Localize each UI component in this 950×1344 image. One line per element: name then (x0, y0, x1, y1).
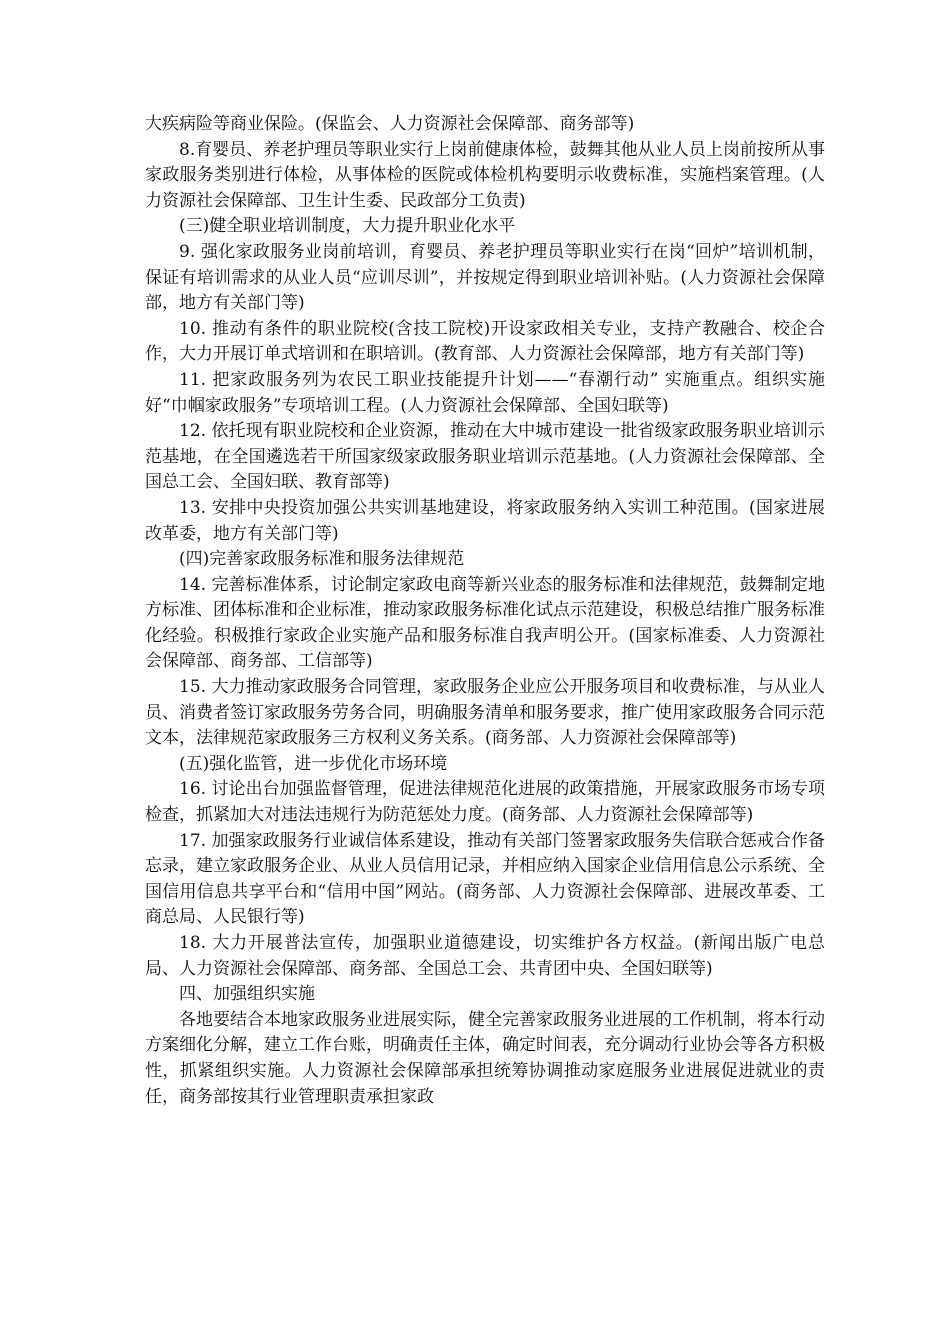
paragraph-item-10: 10. 推动有条件的职业院校(含技工院校)开设家政相关专业，支持产教融合、校企合作，大力开展订单式培训和在职培训。(教育部、人力资源社会保障部，地方有关部门等) (145, 318, 825, 365)
paragraph-implementation: 各地要结合本地家政服务业进展实际，健全完善家政服务业进展的工作机制，将本行动方案细化分解，建立工作台账，明确责任主体，确定时间表，充分调动行业协会等各方积极性，抓紧组织实施。人力资源社会保障部承担统筹协调推动家庭服务业进展促进就业的责任，商务部按其行业管理职责承担家政 (145, 1009, 825, 1107)
paragraph-0: 大疾病险等商业保险。(保监会、人力资源社会保障部、商务部等) (145, 114, 635, 134)
paragraph-item-9: 9. 强化家政服务业岗前培训，育婴员、养老护理员等职业实行在岗“回炉”培训机制，保证有培训需求的从业人员“应训尽训”，并按规定得到职业培训补贴。(人力资源社会保障部，地方有关部门等) (145, 241, 825, 314)
paragraph-item-14: 14. 完善标准体系，讨论制定家政电商等新兴业态的服务标准和法律规范，鼓舞制定地方标准、团体标准和企业标准，推动家政服务标准化试点示范建设，积极总结推广服务标准化经验。积极推行家政企业实施产品和服务标准自我声明公开。(国家标准委、人力资源社会保障部、商务部、工信部等) (145, 574, 825, 672)
section-heading-5: (五)强化监管，进一步优化市场环境 (179, 753, 448, 774)
paragraph-item-18: 18. 大力开展普法宣传，加强职业道德建设，切实维护各方权益。(新闻出版广电总局、人力资源社会保障部、商务部、全国总工会、共青团中央、全国妇联等) (145, 933, 825, 979)
paragraph-item-17: 17. 加强家政服务行业诚信体系建设，推动有关部门签署家政服务失信联合惩戒合作备忘录，建立家政服务企业、从业人员信用记录，并相应纳入国家企业信用信息公示系统、全国信用信息共享平台和“信用中国”网站。(商务部、人力资源社会保障部、进展改革委、工商总局、人民银行等) (145, 830, 825, 928)
section-heading-3: (三)健全职业培训制度，大力提升职业化水平 (179, 216, 516, 237)
paragraph-item-15: 15. 大力推动家政服务合同管理，家政服务企业应公开服务项目和收费标准，与从业人员、消费者签订家政服务劳务合同，明确服务清单和服务要求，推广使用家政服务合同示范文本，法律规范家政服务三方权利义务关系。(商务部、人力资源社会保障部等) (145, 677, 825, 749)
document-page (145, 112, 825, 1110)
section-heading-four: 四、加强组织实施 (179, 984, 315, 1005)
paragraph-item-8: 8.育婴员、养老护理员等职业实行上岗前健康体检，鼓舞其他从业人员上岗前按所从事家政服务类别进行体检，从事体检的医院或体检机构要明示收费标准，实施档案管理。(人力资源社会保障部、卫生计生委、民政部分工负责) (145, 139, 825, 211)
paragraph-item-12: 12. 依托现有职业院校和企业资源，推动在大中城市建设一批省级家政服务职业培训示范基地，在全国遴选若干所国家级家政服务职业培训示范基地。(人力资源社会保障部、全国总工会、全国妇联、教育部等) (145, 421, 825, 493)
paragraph-item-13: 13. 安排中央投资加强公共实训基地建设，将家政服务纳入实训工种范围。(国家进展改革委，地方有关部门等) (145, 497, 825, 544)
paragraph-item-11: 11. 把家政服务列为农民工职业技能提升计划——“春潮行动” 实施重点。组织实施好“巾帼家政服务”专项培训工程。(人力资源社会保障部、全国妇联等) (145, 369, 825, 416)
section-heading-4: (四)完善家政服务标准和服务法律规范 (179, 549, 465, 570)
paragraph-item-16: 16. 讨论出台加强监督管理，促进法律规范化进展的政策措施，开展家政服务市场专项检查，抓紧加大对违法违规行为防范惩处力度。(商务部、人力资源社会保障部等) (145, 779, 825, 826)
